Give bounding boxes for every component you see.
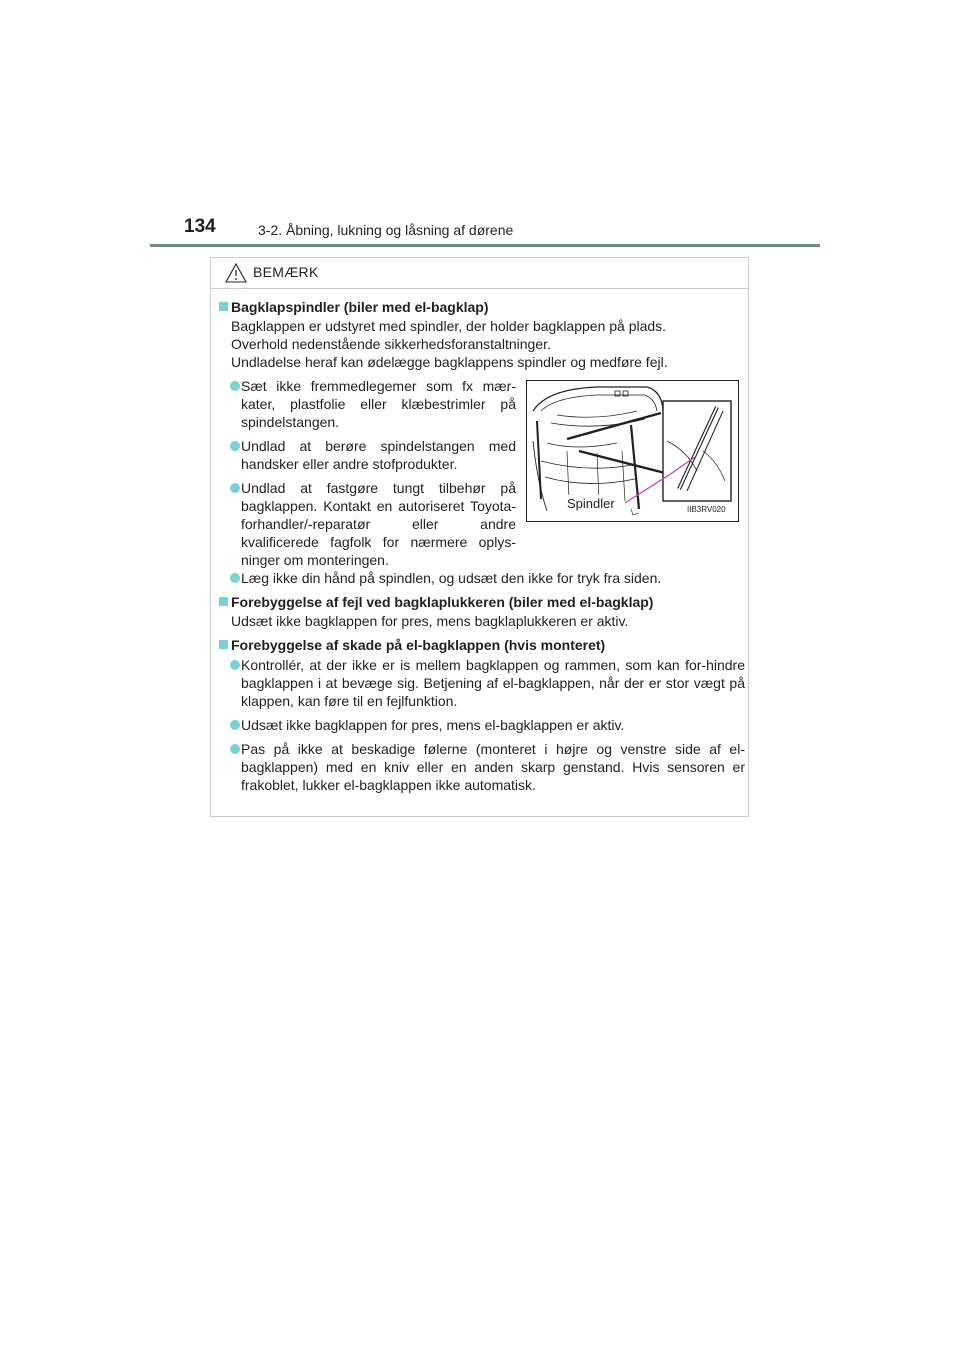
section-heading: Forebyggelse af skade på el-bagklappen (hvis monteret) (219, 636, 745, 654)
section-body: Bagklappen er udstyret med spindler, der holder bagklappen på plads. Overhold nedenstående sikkerhedsforanstaltninger. Undladelse heraf kan ødelægge bagklappens spindler og medføre fejl. (231, 318, 668, 370)
dot-bullet-icon (230, 381, 240, 391)
spindle-illustration (526, 380, 739, 522)
list-item: Sæt ikke fremmedlegemer som fx mær-kater, plastfolie eller klæbestrimler på spindelstangen. (219, 377, 516, 431)
list-item: Undlad at berøre spindelstangen med handsker eller andre stofprodukter. (219, 437, 516, 473)
dot-bullet-icon (230, 660, 240, 670)
notice-header (211, 258, 748, 289)
notice-content (219, 298, 745, 794)
spindle-label: Spindler (567, 496, 615, 511)
dot-bullet-icon (230, 573, 240, 583)
page-header (150, 212, 820, 252)
warning-triangle-icon (225, 263, 247, 283)
dot-bullet-icon (230, 720, 240, 730)
illustration-code: IIB3RV020 (687, 505, 726, 514)
section-body: Udsæt ikke bagklappen for pres, mens bagklaplukkeren er aktiv. (231, 613, 629, 629)
dot-bullet-icon (230, 483, 240, 493)
header-rule (150, 244, 820, 247)
square-bullet-icon (219, 302, 228, 311)
bullet-list (219, 377, 516, 575)
trunk-spindle-drawing (527, 381, 738, 521)
list-item: Undlad at fastgøre tungt tilbehør på bagklappen. Kontakt en autoriseret Toyota-forhandler/-reparatør eller andre kvalificerede fagfolk for nærmere oplys-ninger om monteringen. (219, 479, 516, 569)
list-item: Kontrollér, at der ikke er is mellem bagklappen og rammen, som kan for-hindre bagklappen i at bevæge sig. Betjening af el-bagklappen, når der er stor vægt på klappen, kan føre til en fejlfunktion. (219, 656, 745, 710)
square-bullet-icon (219, 597, 228, 606)
list-item: Pas på ikke at beskadige følerne (monteret i højre og venstre side af el-bagklappen) med en kniv eller en anden skarp genstand. Hvis sensoren er frakoblet, lukker el-bagklappen ikke automatisk. (219, 740, 745, 794)
section-heading: Bagklapspindler (biler med el-bagklap) (219, 298, 745, 316)
bullet-list (219, 656, 745, 794)
list-item: Læg ikke din hånd på spindlen, og udsæt den ikke for tryk fra siden. (219, 569, 745, 587)
notice-box (210, 257, 749, 817)
dot-bullet-icon (230, 441, 240, 451)
section-title: 3-2. Åbning, lukning og låsning af dørene (258, 222, 514, 238)
square-bullet-icon (219, 640, 228, 649)
dot-bullet-icon (230, 744, 240, 754)
bullets-with-illustration (219, 377, 745, 577)
notice-title: BEMÆRK (253, 264, 319, 280)
page-number: 134 (184, 216, 216, 237)
list-item: Udsæt ikke bagklappen for pres, mens el-bagklappen er aktiv. (219, 716, 745, 734)
section-heading: Forebyggelse af fejl ved bagklaplukkeren (biler med el-bagklap) (219, 593, 745, 611)
